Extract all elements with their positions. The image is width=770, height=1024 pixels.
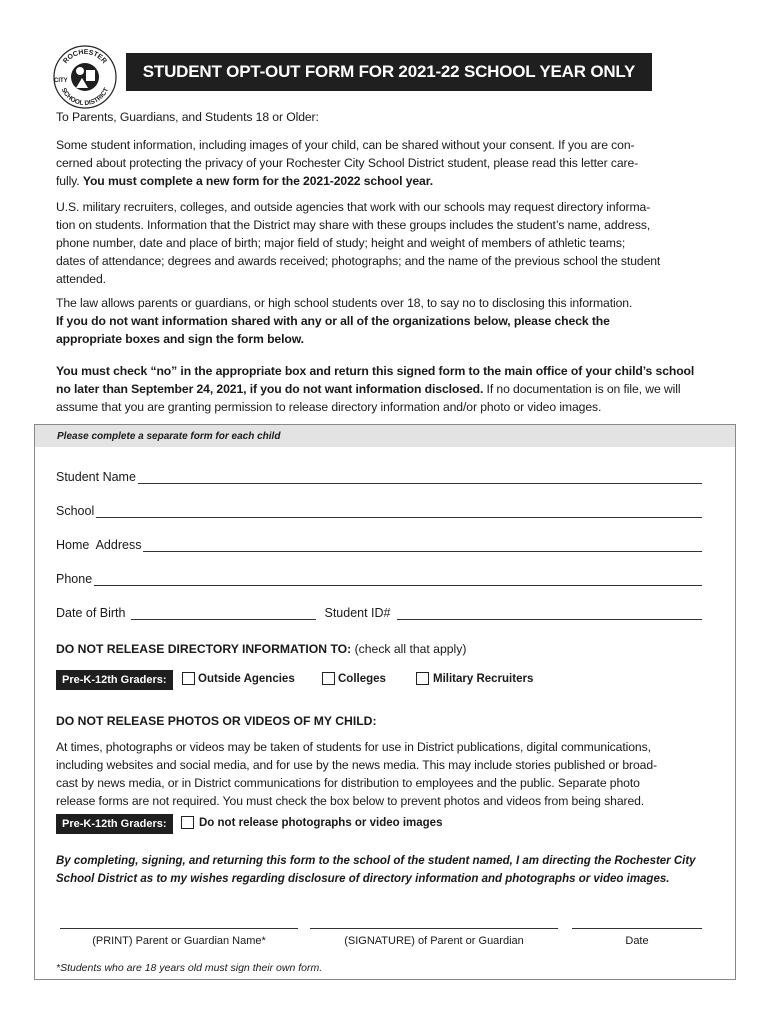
intro-paragraph bbox=[56, 136, 726, 190]
student-name-field[interactable] bbox=[138, 471, 702, 484]
phone-label: Phone bbox=[56, 572, 93, 586]
salutation: To Parents, Guardians, and Students 18 or Older: bbox=[56, 110, 319, 124]
directory-heading-note: (check all that apply) bbox=[351, 642, 467, 656]
signature-line[interactable] bbox=[310, 928, 558, 929]
directory-line-1: U.S. military recruiters, colleges, and outside agencies that work with our schools may request directory informa- bbox=[56, 200, 651, 214]
photos-heading: DO NOT RELEASE PHOTOS OR VIDEOS OF MY CHILD: bbox=[56, 714, 377, 728]
law-line-1: The law allows parents or guardians, or high school students over 18, to say no to disclosing this information. bbox=[56, 296, 633, 310]
print-name-label: (PRINT) Parent or Guardian Name* bbox=[92, 935, 266, 947]
photos-paragraph bbox=[56, 738, 728, 810]
attestation-line-2: School District as to my wishes regarding disclosure of directory information and photographs or video images. bbox=[56, 873, 670, 885]
outside-agencies-label: Outside Agencies bbox=[198, 673, 295, 685]
date-label: Date bbox=[625, 935, 649, 947]
photo-optout-checkbox[interactable] bbox=[181, 816, 194, 829]
colleges-label: Colleges bbox=[338, 673, 386, 685]
form-title: STUDENT OPT-OUT FORM FOR 2021-22 SCHOOL YEAR ONLY bbox=[126, 53, 652, 91]
dob-id-row bbox=[56, 606, 702, 620]
home-address-field[interactable] bbox=[143, 539, 702, 552]
directory-grade-label: Pre-K-12th Graders: bbox=[56, 670, 173, 690]
directory-line-5: attended. bbox=[56, 272, 106, 286]
form-box-header: Please complete a separate form for each child bbox=[35, 425, 735, 447]
logo-left-text: CITY bbox=[54, 78, 68, 84]
print-name-line[interactable] bbox=[60, 928, 298, 929]
law-line-2: If you do not want information shared with any or all of the organizations below, please check the bbox=[56, 314, 610, 328]
deadline-paragraph bbox=[56, 362, 726, 416]
law-line-3: appropriate boxes and sign the form below. bbox=[56, 332, 304, 346]
directory-line-3: phone number, date and place of birth; major field of study; height and weight of members of athletic teams; bbox=[56, 236, 626, 250]
intro-line-2: cerned about protecting the privacy of your Rochester City School District student, please read this letter care- bbox=[56, 156, 639, 170]
student-name-label: Student Name bbox=[56, 470, 136, 484]
logo-bottom-text: SCHOOL DISTRICT bbox=[59, 86, 111, 108]
attestation bbox=[56, 852, 726, 888]
district-logo bbox=[52, 44, 118, 110]
photos-line-2: including websites and social media, and for use by the news media. This may include stories published or broad- bbox=[56, 758, 657, 772]
photos-line-1: At times, photographs or videos may be taken of students for use in District publications, digital communications, bbox=[56, 740, 651, 754]
signature-label: (SIGNATURE) of Parent or Guardian bbox=[344, 935, 524, 947]
intro-line-1: Some student information, including images of your child, can be shared without your consent. If you are con- bbox=[56, 138, 635, 152]
directory-line-4: dates of attendance; degrees and awards received; photographs; and the name of the previous school the student bbox=[56, 254, 661, 268]
svg-text:ROCHESTER bbox=[62, 49, 108, 65]
intro-line-3-text: fully. bbox=[56, 174, 83, 188]
student-id-label: Student ID# bbox=[324, 606, 391, 620]
deadline-line-2-text: If no documentation is on file, we will bbox=[483, 382, 681, 396]
deadline-date-text: no later than September 24, 2021, if you do not want information disclosed. bbox=[56, 382, 484, 396]
deadline-line-2 bbox=[56, 380, 726, 398]
dob-field[interactable] bbox=[131, 607, 316, 620]
directory-heading-text: DO NOT RELEASE DIRECTORY INFORMATION TO: bbox=[56, 642, 352, 656]
directory-line-2: tion on students. Information that the District may share with these groups includes the student’s name, address, bbox=[56, 218, 651, 232]
attestation-line-1: By completing, signing, and returning this form to the school of the student named, I am directing the Rochester City bbox=[56, 855, 696, 867]
military-recruiters-label: Military Recruiters bbox=[433, 673, 534, 685]
school-field[interactable] bbox=[96, 505, 702, 518]
directory-info-paragraph bbox=[56, 198, 726, 288]
intro-line-3 bbox=[56, 172, 726, 190]
deadline-line-3: assume that you are granting permission to release directory information and/or photo or video images. bbox=[56, 400, 602, 414]
photo-optout-label: Do not release photographs or video images bbox=[199, 817, 443, 829]
footnote: *Students who are 18 years old must sign their own form. bbox=[56, 962, 323, 974]
photos-line-4: release forms are not required. You must check the box below to prevent photos and videos from being shared. bbox=[56, 794, 645, 808]
dob-label: Date of Birth bbox=[56, 606, 126, 620]
military-recruiters-checkbox[interactable] bbox=[416, 672, 429, 685]
directory-heading bbox=[56, 642, 466, 656]
school-row bbox=[56, 504, 702, 518]
home-address-row bbox=[56, 538, 702, 552]
student-id-field[interactable] bbox=[397, 607, 703, 620]
photos-line-3: cast by news media, or in District communications for distribution to employees and the public. Separate photo bbox=[56, 776, 640, 790]
phone-row bbox=[56, 572, 702, 586]
school-label: School bbox=[56, 504, 95, 518]
deadline-line-1: You must check “no” in the appropriate box and return this signed form to the main office of your child’s school bbox=[56, 364, 695, 378]
photos-grade-label: Pre-K-12th Graders: bbox=[56, 814, 173, 834]
date-line[interactable] bbox=[572, 928, 702, 929]
phone-field[interactable] bbox=[94, 573, 702, 586]
student-name-row bbox=[56, 470, 702, 484]
home-address-label: Home Address bbox=[56, 538, 142, 552]
colleges-checkbox[interactable] bbox=[322, 672, 335, 685]
law-paragraph bbox=[56, 294, 726, 348]
logo-top-text: ROCHESTER bbox=[62, 48, 108, 66]
outside-agencies-checkbox[interactable] bbox=[182, 672, 195, 685]
new-form-requirement: You must complete a new form for the 2021-2022 school year. bbox=[82, 174, 433, 188]
